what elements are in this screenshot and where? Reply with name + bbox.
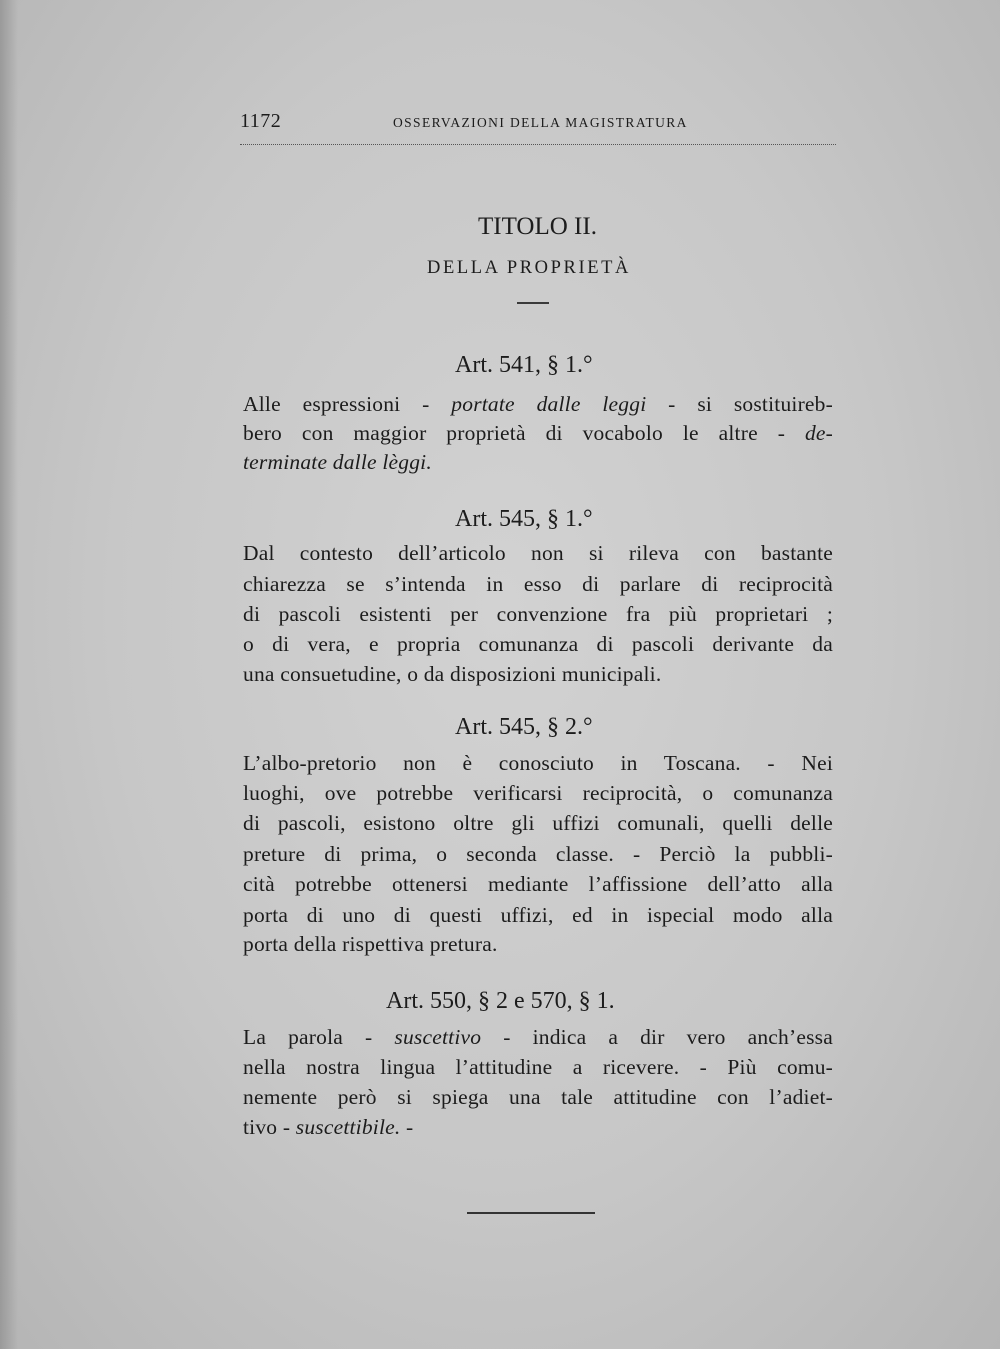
text-line — [243, 392, 833, 417]
section-heading: Art. 545, § 2.° — [455, 714, 593, 740]
title-separator — [517, 302, 549, 304]
italic-span: portate dalle leggi — [451, 392, 647, 416]
text-line — [243, 421, 833, 446]
running-title: OSSERVAZIONI DELLA MAGISTRATURA — [393, 115, 688, 130]
text-line: porta di uno di questi uffizi, ed in ispecial modo alla — [243, 903, 833, 927]
text-span: Alle espressioni - — [243, 392, 452, 416]
text-span: bero con maggior proprietà di vocabolo le altre - — [243, 421, 805, 445]
text-line — [243, 1025, 833, 1050]
text-line: di pascoli esistenti per convenzione fra più proprietari ; — [243, 602, 833, 626]
italic-span: de- — [804, 421, 833, 445]
section-heading: Art. 550, § 2 e 570, § 1. — [386, 988, 615, 1014]
text-line: cità potrebbe ottenersi mediante l’affissione dell’atto alla — [243, 872, 833, 896]
text-line: chiarezza se s’intenda in esso di parlare di reciprocità — [243, 572, 833, 596]
text-line-last: una consuetudine, o da disposizioni municipali. — [243, 662, 662, 686]
italic-span: suscettibile. — [295, 1115, 401, 1139]
text-line: luoghi, ove potrebbe verificarsi reciprocità, o comunanza — [243, 781, 833, 805]
section-heading: Art. 545, § 1.° — [455, 506, 593, 532]
text-span: - indica a dir vero anch’essa — [481, 1025, 833, 1049]
text-line: Dal contesto dell’articolo non si rileva con bastante — [243, 541, 833, 565]
running-header — [240, 110, 836, 145]
text-span: - — [400, 1115, 414, 1139]
text-line: di pascoli, esistono oltre gli uffizi comunali, quelli delle — [243, 811, 833, 835]
text-span: - si sostituireb- — [646, 392, 833, 416]
text-line: o di vera, e propria comunanza di pascoli derivante da — [243, 632, 833, 656]
text-line-last: porta della rispettiva pretura. — [243, 932, 498, 956]
end-rule — [467, 1212, 595, 1214]
text-line-last — [243, 1115, 413, 1140]
chapter-title: TITOLO II. — [478, 213, 597, 240]
section-heading: Art. 541, § 1.° — [455, 352, 593, 378]
text-line: preture di prima, o seconda classe. - Perciò la pubbli- — [243, 842, 833, 866]
page-binding-shadow — [0, 0, 18, 1349]
text-line: nella nostra lingua l’attitudine a ricevere. - Più comu- — [243, 1055, 833, 1079]
text-line: nemente però si spiega una tale attitudine con l’adiet- — [243, 1085, 833, 1109]
italic-span: suscettivo — [394, 1025, 482, 1049]
chapter-subtitle: DELLA PROPRIETÀ — [427, 258, 631, 278]
text-span: La parola - — [243, 1025, 395, 1049]
text-span: tivo - — [243, 1115, 296, 1139]
text-line: L’albo-pretorio non è conosciuto in Toscana. - Nei — [243, 751, 833, 775]
text-line-last: terminate dalle lèggi. — [243, 450, 432, 474]
page-number: 1172 — [240, 110, 282, 132]
